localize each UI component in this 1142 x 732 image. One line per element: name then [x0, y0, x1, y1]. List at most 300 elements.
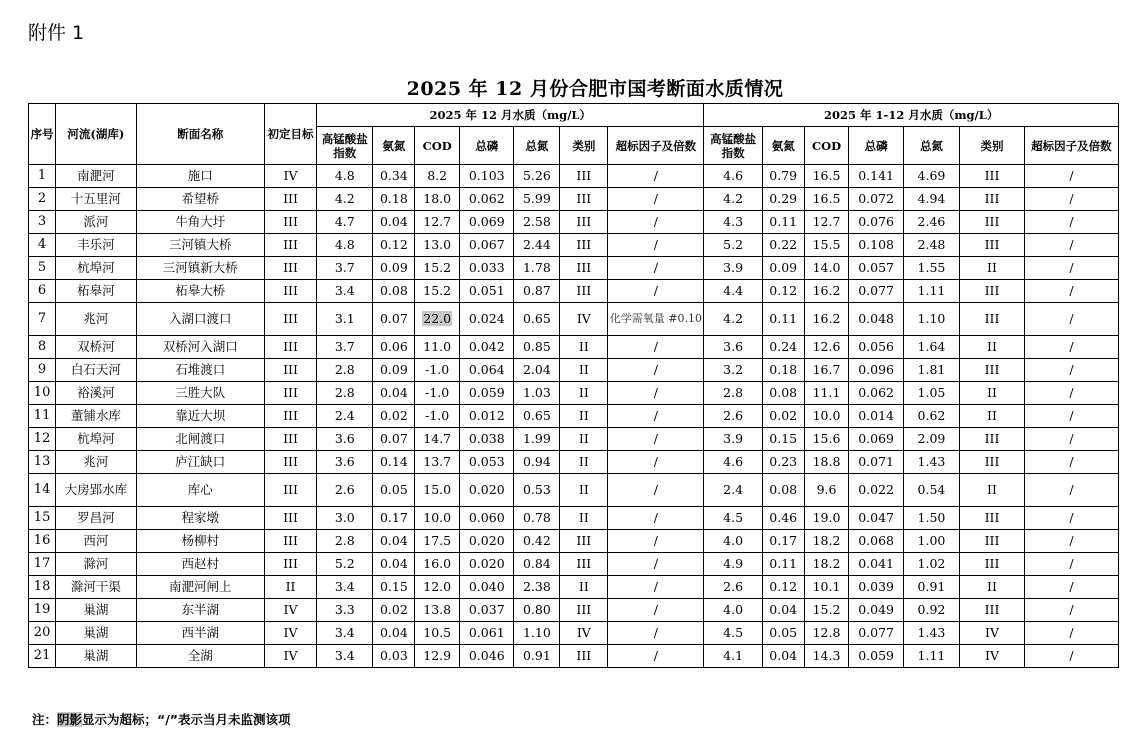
cell-year-class-text: II	[987, 408, 997, 423]
cell-year-class	[960, 474, 1025, 507]
cell-year-class-text: II	[987, 339, 997, 354]
cell-dec-exceed-text: /	[653, 237, 658, 252]
cell-year-codmn	[704, 553, 762, 576]
cell-section	[136, 303, 264, 336]
cell-year-tp	[849, 507, 903, 530]
cell-river-text: 兆河	[83, 311, 109, 326]
cell-year-class	[960, 530, 1025, 553]
cell-year-codmn-text: 2.8	[723, 385, 744, 400]
header-year-codmn: 高锰酸盐指数	[704, 127, 762, 165]
cell-river-text: 兆河	[83, 454, 109, 469]
cell-dec-cod-text: 17.5	[423, 533, 452, 548]
cell-section-text: 入湖口渡口	[168, 311, 232, 326]
cell-year-cod-text: 15.6	[812, 431, 841, 446]
cell-year-nh3n	[762, 234, 804, 257]
cell-dec-class	[560, 599, 608, 622]
cell-year-tp	[849, 257, 903, 280]
cell-year-nh3n-text: 0.29	[769, 191, 798, 206]
cell-dec-tn	[514, 553, 560, 576]
cell-year-cod-text: 16.7	[812, 362, 841, 377]
cell-dec-exceed	[608, 507, 704, 530]
cell-target	[264, 530, 316, 553]
cell-dec-cod-text: 10.0	[423, 510, 452, 525]
cell-river	[56, 257, 136, 280]
cell-river-text: 滁河	[83, 556, 109, 571]
cell-year-class-text: III	[984, 431, 1000, 446]
cell-year-nh3n-text: 0.08	[769, 482, 798, 497]
cell-year-codmn	[704, 165, 762, 188]
cell-year-cod	[804, 257, 849, 280]
cell-dec-tn	[514, 382, 560, 405]
cell-year-cod-text: 12.7	[812, 214, 841, 229]
cell-year-tn	[903, 530, 959, 553]
cell-year-class	[960, 451, 1025, 474]
cell-river	[56, 359, 136, 382]
cell-dec-tn	[514, 451, 560, 474]
cell-dec-tp	[460, 336, 514, 359]
cell-dec-class	[560, 234, 608, 257]
header-dec-nh3n: 氨氮	[373, 127, 415, 165]
cell-dec-class-text: II	[578, 510, 589, 525]
cell-dec-cod-text: 12.7	[423, 214, 452, 229]
cell-year-tp	[849, 599, 903, 622]
cell-target-text: IV	[283, 168, 298, 183]
cell-river	[56, 622, 136, 645]
cell-year-tp	[849, 336, 903, 359]
cell-dec-nh3n-text: 0.07	[379, 431, 408, 446]
cell-year-nh3n	[762, 553, 804, 576]
cell-seq-text: 15	[33, 510, 51, 525]
cell-year-codmn	[704, 530, 762, 553]
cell-river-text: 董铺水库	[70, 408, 121, 423]
cell-year-codmn	[704, 382, 762, 405]
cell-section	[136, 211, 264, 234]
cell-year-codmn	[704, 257, 762, 280]
cell-year-class-text: III	[984, 533, 1000, 548]
cell-dec-class-text: III	[576, 214, 592, 229]
cell-seq	[29, 622, 56, 645]
table-row	[29, 165, 1119, 188]
cell-year-exceed-text: /	[1069, 648, 1074, 663]
cell-dec-exceed-text: /	[653, 510, 658, 525]
cell-year-tn-text: 1.11	[917, 283, 946, 298]
cell-dec-tn-text: 0.65	[522, 311, 551, 326]
cell-target	[264, 507, 316, 530]
cell-year-tn-text: 1.50	[917, 510, 946, 525]
cell-dec-cod-text: 15.2	[423, 260, 452, 275]
cell-section	[136, 553, 264, 576]
cell-section	[136, 188, 264, 211]
cell-year-exceed-text: /	[1069, 385, 1074, 400]
cell-year-tn-text: 2.46	[917, 214, 946, 229]
cell-year-class	[960, 211, 1025, 234]
cell-seq-text: 20	[33, 625, 51, 640]
cell-river-text: 派河	[83, 214, 109, 229]
cell-dec-tp-text: 0.037	[468, 602, 505, 617]
cell-dec-nh3n-text: 0.04	[379, 556, 408, 571]
cell-target-text: III	[283, 237, 298, 252]
cell-year-cod-text: 12.6	[812, 339, 841, 354]
cell-year-codmn	[704, 474, 762, 507]
cell-year-nh3n-text: 0.46	[769, 510, 798, 525]
cell-dec-tp	[460, 188, 514, 211]
cell-section	[136, 599, 264, 622]
cell-dec-tp-text: 0.064	[468, 362, 505, 377]
cell-dec-exceed	[608, 553, 704, 576]
cell-year-tp-text: 0.069	[858, 431, 894, 446]
cell-dec-cod	[415, 622, 460, 645]
cell-year-class	[960, 257, 1025, 280]
cell-year-exceed-text: /	[1069, 602, 1074, 617]
cell-dec-nh3n	[373, 165, 415, 188]
cell-section	[136, 280, 264, 303]
cell-dec-cod	[415, 188, 460, 211]
cell-dec-nh3n-text: 0.07	[379, 311, 408, 326]
cell-dec-exceed	[608, 234, 704, 257]
table-row	[29, 336, 1119, 359]
cell-dec-nh3n	[373, 645, 415, 668]
cell-dec-class	[560, 211, 608, 234]
cell-dec-nh3n-text: 0.09	[379, 260, 408, 275]
cell-river-text: 巢湖	[83, 602, 109, 617]
cell-dec-cod	[415, 234, 460, 257]
cell-year-tn-text: 0.62	[917, 408, 946, 423]
cell-dec-tp	[460, 507, 514, 530]
cell-year-class	[960, 234, 1025, 257]
cell-target-text: IV	[283, 648, 298, 663]
cell-dec-tp-text: 0.060	[468, 510, 505, 525]
cell-dec-codmn	[317, 553, 373, 576]
cell-dec-codmn-text: 2.8	[334, 362, 355, 377]
cell-dec-tp-text: 0.024	[468, 311, 505, 326]
cell-year-nh3n-text: 0.23	[769, 454, 798, 469]
cell-year-cod	[804, 474, 849, 507]
cell-dec-cod	[415, 530, 460, 553]
cell-year-class-text: III	[984, 454, 1000, 469]
cell-dec-tn-text: 1.78	[522, 260, 551, 275]
cell-year-exceed-text: /	[1069, 454, 1074, 469]
cell-seq	[29, 336, 56, 359]
cell-section-text: 西赵村	[181, 556, 219, 571]
cell-dec-class-text: III	[576, 556, 592, 571]
cell-dec-exceed-text: /	[653, 283, 658, 298]
cell-river-text: 柘皋河	[77, 283, 115, 298]
cell-dec-tn-text: 0.65	[522, 408, 551, 423]
cell-dec-tp	[460, 576, 514, 599]
cell-year-exceed-text: /	[1069, 311, 1074, 326]
cell-year-class	[960, 165, 1025, 188]
cell-dec-exceed	[608, 382, 704, 405]
cell-target	[264, 188, 316, 211]
cell-seq-text: 4	[37, 237, 47, 252]
cell-dec-tp	[460, 359, 514, 382]
cell-dec-nh3n	[373, 474, 415, 507]
cell-dec-cod-text: 8.2	[427, 168, 448, 183]
cell-river-text: 西河	[83, 533, 109, 548]
cell-seq	[29, 359, 56, 382]
cell-dec-cod	[415, 576, 460, 599]
cell-year-cod	[804, 645, 849, 668]
cell-year-exceed-text: /	[1069, 533, 1074, 548]
cell-dec-nh3n	[373, 622, 415, 645]
cell-dec-exceed-text: /	[653, 625, 658, 640]
cell-river-text: 罗昌河	[77, 510, 115, 525]
cell-dec-tn	[514, 405, 560, 428]
cell-dec-exceed-text: /	[653, 168, 658, 183]
cell-dec-tn-text: 0.53	[522, 482, 551, 497]
cell-year-codmn-text: 4.2	[723, 191, 744, 206]
cell-section-text: 施口	[187, 168, 213, 183]
cell-year-tn	[903, 622, 959, 645]
cell-year-cod-text: 16.2	[812, 283, 841, 298]
cell-year-nh3n-text: 0.18	[769, 362, 798, 377]
cell-year-nh3n	[762, 336, 804, 359]
cell-target	[264, 428, 316, 451]
cell-dec-tn	[514, 211, 560, 234]
cell-dec-cod	[415, 553, 460, 576]
cell-year-nh3n-text: 0.12	[769, 283, 798, 298]
cell-year-class-text: IV	[985, 625, 999, 640]
cell-river	[56, 188, 136, 211]
cell-dec-class	[560, 165, 608, 188]
cell-dec-tn-text: 0.78	[522, 510, 551, 525]
cell-river	[56, 645, 136, 668]
cell-year-class-text: III	[984, 283, 1000, 298]
cell-dec-codmn	[317, 382, 373, 405]
cell-year-class	[960, 188, 1025, 211]
cell-year-class-text: III	[984, 510, 1000, 525]
cell-dec-cod	[415, 428, 460, 451]
cell-year-tp	[849, 622, 903, 645]
cell-dec-codmn-text: 3.7	[334, 260, 355, 275]
cell-year-nh3n-text: 0.02	[769, 408, 798, 423]
table-row	[29, 280, 1119, 303]
cell-year-tp	[849, 359, 903, 382]
cell-section	[136, 359, 264, 382]
cell-target	[264, 165, 316, 188]
cell-year-class	[960, 280, 1025, 303]
cell-dec-tp	[460, 303, 514, 336]
cell-year-exceed-text: /	[1069, 260, 1074, 275]
cell-dec-codmn-text: 3.4	[334, 579, 355, 594]
cell-dec-tn-text: 1.10	[522, 625, 551, 640]
cell-dec-codmn	[317, 280, 373, 303]
cell-year-class-text: III	[984, 311, 1000, 326]
cell-dec-exceed-text: /	[653, 339, 658, 354]
cell-year-tn	[903, 303, 959, 336]
cell-dec-nh3n	[373, 336, 415, 359]
cell-year-class	[960, 303, 1025, 336]
cell-year-tn	[903, 336, 959, 359]
cell-dec-cod	[415, 257, 460, 280]
cell-dec-class-text: II	[578, 482, 589, 497]
cell-year-tp-text: 0.041	[858, 556, 894, 571]
cell-dec-exceed	[608, 645, 704, 668]
cell-year-class	[960, 382, 1025, 405]
cell-dec-tn-text: 0.84	[522, 556, 551, 571]
cell-river	[56, 234, 136, 257]
table-row	[29, 451, 1119, 474]
cell-dec-nh3n-text: 0.15	[379, 579, 408, 594]
cell-dec-codmn	[317, 359, 373, 382]
cell-section-text: 杨柳村	[181, 533, 219, 548]
cell-river-text: 裕溪河	[77, 385, 115, 400]
cell-dec-nh3n-text: 0.04	[379, 214, 408, 229]
cell-dec-cod	[415, 359, 460, 382]
cell-seq	[29, 553, 56, 576]
cell-year-cod	[804, 211, 849, 234]
cell-target	[264, 645, 316, 668]
cell-section	[136, 257, 264, 280]
cell-river-text: 十五里河	[70, 191, 121, 206]
cell-seq	[29, 211, 56, 234]
cell-dec-codmn	[317, 530, 373, 553]
cell-seq-text: 17	[33, 556, 51, 571]
cell-seq-text: 1	[37, 168, 47, 183]
cell-section-text: 程家墩	[181, 510, 219, 525]
cell-year-cod-text: 14.3	[812, 648, 841, 663]
cell-target-text: III	[283, 533, 298, 548]
cell-dec-codmn	[317, 645, 373, 668]
cell-year-exceed	[1024, 165, 1118, 188]
cell-target-text: III	[283, 283, 298, 298]
cell-section-text: 双桥河入湖口	[162, 339, 238, 354]
cell-section	[136, 474, 264, 507]
cell-year-tn	[903, 382, 959, 405]
cell-year-cod-text: 9.6	[816, 482, 837, 497]
cell-dec-cod-text: -1.0	[425, 408, 450, 423]
cell-seq	[29, 507, 56, 530]
cell-year-class-text: III	[984, 237, 1000, 252]
cell-dec-codmn	[317, 622, 373, 645]
cell-year-tp	[849, 234, 903, 257]
cell-dec-tp	[460, 474, 514, 507]
cell-dec-tp	[460, 211, 514, 234]
cell-year-class-text: IV	[985, 648, 999, 663]
cell-year-cod-text: 18.2	[812, 556, 841, 571]
cell-dec-tp-text: 0.012	[468, 408, 505, 423]
cell-year-tn-text: 1.05	[917, 385, 946, 400]
cell-dec-class-text: II	[578, 339, 589, 354]
cell-year-tp-text: 0.014	[858, 408, 894, 423]
table-row	[29, 211, 1119, 234]
cell-dec-codmn	[317, 405, 373, 428]
cell-year-codmn	[704, 507, 762, 530]
cell-dec-nh3n	[373, 280, 415, 303]
cell-year-cod	[804, 576, 849, 599]
cell-dec-exceed	[608, 336, 704, 359]
cell-seq-text: 5	[37, 260, 47, 275]
cell-year-tn	[903, 234, 959, 257]
cell-section	[136, 234, 264, 257]
cell-year-tp-text: 0.022	[858, 482, 894, 497]
cell-year-tp-text: 0.059	[858, 648, 894, 663]
cell-river	[56, 576, 136, 599]
cell-year-codmn-text: 2.4	[723, 482, 744, 497]
cell-year-cod	[804, 336, 849, 359]
cell-seq-text: 12	[33, 431, 51, 446]
cell-year-exceed-text: /	[1069, 408, 1074, 423]
cell-target	[264, 622, 316, 645]
cell-seq	[29, 280, 56, 303]
cell-year-nh3n	[762, 382, 804, 405]
cell-dec-class	[560, 428, 608, 451]
cell-year-tp-text: 0.076	[858, 214, 894, 229]
cell-dec-codmn	[317, 188, 373, 211]
cell-section-text: 靠近大坝	[175, 408, 226, 423]
cell-dec-tn-text: 2.58	[522, 214, 551, 229]
cell-dec-codmn-text: 3.4	[334, 283, 355, 298]
cell-year-exceed-text: /	[1069, 191, 1074, 206]
cell-dec-nh3n-text: 0.02	[379, 602, 408, 617]
cell-dec-codmn	[317, 211, 373, 234]
cell-target-text: III	[283, 214, 298, 229]
cell-dec-codmn	[317, 165, 373, 188]
cell-dec-nh3n	[373, 451, 415, 474]
cell-year-exceed-text: /	[1069, 556, 1074, 571]
cell-year-nh3n-text: 0.08	[769, 385, 798, 400]
cell-dec-codmn-text: 5.2	[334, 556, 355, 571]
cell-dec-codmn	[317, 507, 373, 530]
cell-section	[136, 428, 264, 451]
cell-seq	[29, 382, 56, 405]
cell-year-codmn-text: 4.0	[723, 533, 744, 548]
cell-target	[264, 451, 316, 474]
cell-year-exceed-text: /	[1069, 339, 1074, 354]
cell-river	[56, 405, 136, 428]
cell-year-exceed	[1024, 359, 1118, 382]
cell-seq	[29, 257, 56, 280]
cell-dec-codmn	[317, 303, 373, 336]
cell-river	[56, 599, 136, 622]
cell-year-cod-text: 19.0	[812, 510, 841, 525]
cell-dec-tn-text: 0.94	[522, 454, 551, 469]
cell-year-tp	[849, 553, 903, 576]
cell-dec-cod	[415, 382, 460, 405]
table-row	[29, 428, 1119, 451]
table-row	[29, 474, 1119, 507]
cell-dec-cod-text: 13.7	[423, 454, 452, 469]
cell-year-codmn	[704, 576, 762, 599]
cell-year-nh3n	[762, 359, 804, 382]
cell-dec-tn-text: 0.91	[522, 648, 551, 663]
cell-dec-tp-text: 0.059	[468, 385, 505, 400]
cell-year-codmn-text: 4.5	[723, 625, 744, 640]
cell-year-exceed	[1024, 451, 1118, 474]
cell-year-exceed-text: /	[1069, 579, 1074, 594]
cell-year-cod	[804, 428, 849, 451]
header-dec-tp: 总磷	[460, 127, 514, 165]
cell-dec-tp-text: 0.020	[468, 533, 505, 548]
cell-dec-class-text: II	[578, 385, 589, 400]
cell-seq	[29, 405, 56, 428]
cell-year-cod-text: 18.2	[812, 533, 841, 548]
cell-dec-codmn	[317, 234, 373, 257]
table-row	[29, 234, 1119, 257]
cell-seq-text: 21	[33, 648, 51, 663]
cell-river-text: 巢湖	[83, 625, 109, 640]
cell-dec-cod	[415, 303, 460, 336]
cell-dec-cod	[415, 599, 460, 622]
cell-year-class	[960, 553, 1025, 576]
table-row	[29, 599, 1119, 622]
header-year-cod: COD	[804, 127, 849, 165]
cell-year-tn	[903, 211, 959, 234]
cell-year-codmn-text: 4.3	[723, 214, 744, 229]
cell-dec-class-text: II	[578, 454, 589, 469]
cell-year-class	[960, 645, 1025, 668]
cell-dec-tn	[514, 576, 560, 599]
